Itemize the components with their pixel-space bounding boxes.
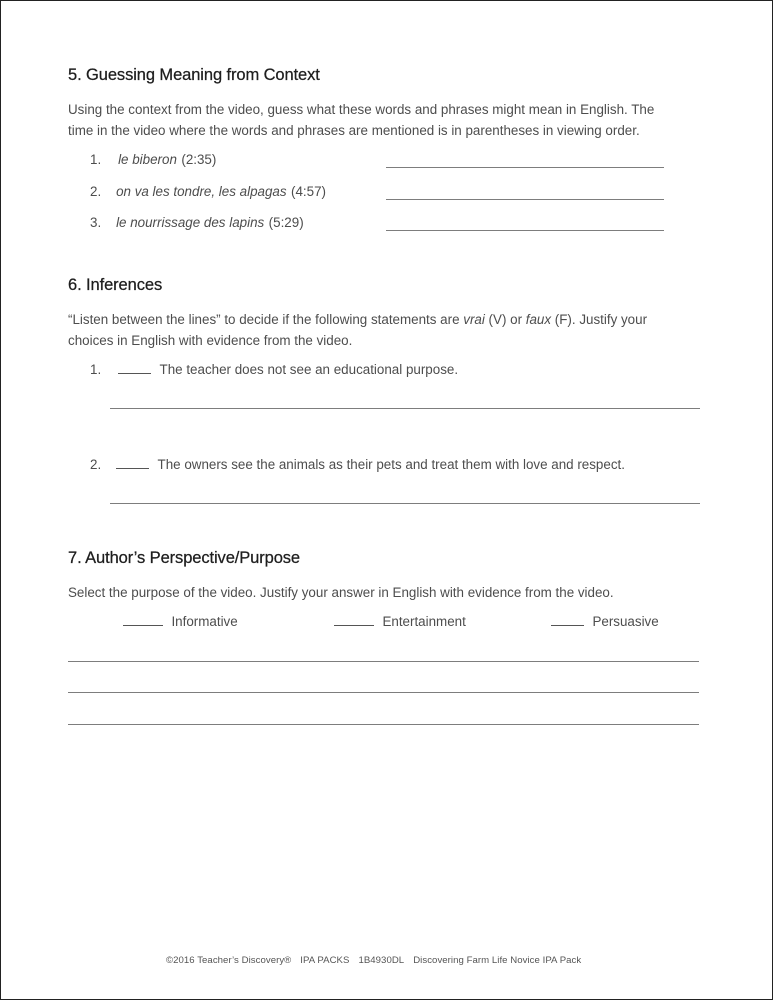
section-7-heading: 7. Author’s Perspective/Purpose xyxy=(68,549,301,567)
justification-line-2[interactable] xyxy=(68,692,699,693)
footer-copyright: ©2016 Teacher’s Discovery® xyxy=(166,955,292,966)
justification-line-1[interactable] xyxy=(68,661,699,662)
justification-line-item-2[interactable] xyxy=(110,503,700,504)
item-number: 1. xyxy=(90,152,102,167)
answer-line-item-1[interactable] xyxy=(386,167,664,168)
justification-line-item-1[interactable] xyxy=(110,408,700,409)
justification-line-3[interactable] xyxy=(68,724,699,725)
inference-item-2 xyxy=(90,456,625,474)
timestamp: (5:29) xyxy=(268,215,304,230)
option-label: Informative xyxy=(171,614,238,629)
instructions-part: (V) or xyxy=(484,312,526,327)
purpose-option-informative xyxy=(123,613,238,631)
french-phrase: le biberon xyxy=(118,152,177,167)
purpose-option-persuasive xyxy=(551,613,659,631)
answer-line-item-3[interactable] xyxy=(386,230,664,231)
footer-product-code: 1B4930DL xyxy=(358,955,405,966)
context-item-2 xyxy=(90,183,326,201)
section-5-instructions-line-2: time in the video where the words and phrases are mentioned is in parentheses in viewing order. xyxy=(68,123,640,138)
context-item-3 xyxy=(90,214,304,232)
item-number: 3. xyxy=(90,215,102,230)
section-5-heading: 5. Guessing Meaning from Context xyxy=(68,66,320,84)
term-vrai: vrai xyxy=(463,312,485,327)
section-7-instructions: Select the purpose of the video. Justify your answer in English with evidence from the video. xyxy=(68,585,614,600)
section-6-heading: 6. Inferences xyxy=(68,276,163,294)
purpose-option-entertainment xyxy=(334,613,466,631)
french-phrase: on va les tondre, les alpagas xyxy=(116,184,287,199)
selection-blank[interactable] xyxy=(123,613,163,626)
item-number: 1. xyxy=(90,362,102,377)
selection-blank[interactable] xyxy=(551,613,584,626)
footer-product-title: Discovering Farm Life Novice IPA Pack xyxy=(413,955,582,966)
footer xyxy=(166,955,581,966)
footer-series: IPA PACKS xyxy=(300,955,350,966)
instructions-part: (F). Justify your xyxy=(551,312,648,327)
statement-text: The owners see the animals as their pets and treat them with love and respect. xyxy=(157,457,625,472)
item-number: 2. xyxy=(90,184,102,199)
statement-text: The teacher does not see an educational purpose. xyxy=(159,362,459,377)
selection-blank[interactable] xyxy=(334,613,374,626)
instructions-part: “Listen between the lines” to decide if the following statements are xyxy=(68,312,464,327)
section-5-instructions-line-1: Using the context from the video, guess what these words and phrases might mean in English. The xyxy=(68,102,655,117)
true-false-blank[interactable] xyxy=(116,456,149,469)
french-phrase: le nourrissage des lapins xyxy=(116,215,265,230)
section-6-instructions-line-1 xyxy=(68,309,647,330)
timestamp: (2:35) xyxy=(181,152,217,167)
timestamp: (4:57) xyxy=(291,184,326,199)
answer-line-item-2[interactable] xyxy=(386,199,664,200)
option-label: Entertainment xyxy=(382,614,466,629)
section-6-instructions-line-2: choices in English with evidence from the video. xyxy=(68,333,353,348)
true-false-blank[interactable] xyxy=(118,361,151,374)
inference-item-1 xyxy=(90,361,458,379)
item-number: 2. xyxy=(90,457,102,472)
context-item-1 xyxy=(90,151,216,169)
term-faux: faux xyxy=(525,312,552,327)
option-label: Persuasive xyxy=(592,614,659,629)
